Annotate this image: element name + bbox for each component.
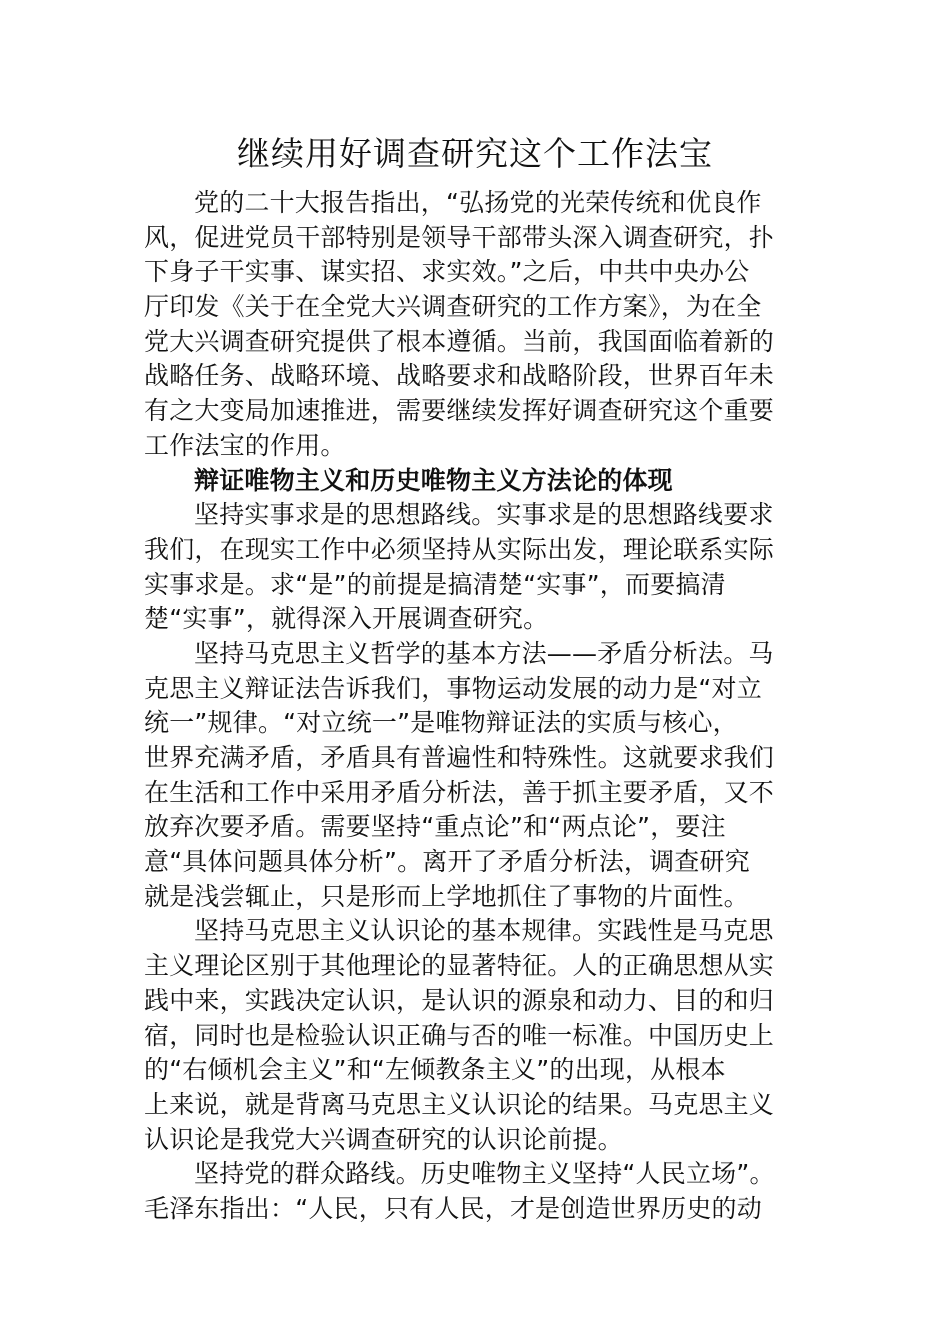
text-line: 有之大变局加速推进，需要继续发挥好调查研究这个重要 xyxy=(144,396,775,426)
text-line: 坚持党的群众路线。历史唯物主义坚持“人民立场”。 xyxy=(194,1159,775,1189)
text-line: 厅印发《关于在全党大兴调查研究的工作方案》，为在全 xyxy=(144,292,762,322)
text-line: 就是浅尝辄止，只是形而上学地抓住了事物的片面性。 xyxy=(144,881,749,911)
text-line: 工作法宝的作用。 xyxy=(144,430,346,460)
text-line: 党大兴调查研究提供了根本遵循。当前，我国面临着新的 xyxy=(144,326,775,356)
text-line: 主义理论区别于其他理论的显著特征。人的正确思想从实 xyxy=(144,951,775,981)
text-line: 楚“实事”，就得深入开展调查研究。 xyxy=(144,604,549,634)
text-line: 战略任务、战略环境、战略要求和战略阶段，世界百年未 xyxy=(144,361,775,391)
text-line: 在生活和工作中采用矛盾分析法，善于抓主要矛盾，又不 xyxy=(144,777,775,807)
text-line: 践中来，实践决定认识，是认识的源泉和动力、目的和归 xyxy=(144,985,775,1015)
text-line: 我们，在现实工作中必须坚持从实际出发，理论联系实际 xyxy=(144,534,775,564)
text-line: 放弃次要矛盾。需要坚持“重点论”和“两点论”，要注 xyxy=(144,812,726,842)
text-line: 风，促进党员干部特别是领导干部带头深入调查研究，扑 xyxy=(144,222,775,252)
section-heading: 辩证唯物主义和历史唯物主义方法论的体现 xyxy=(194,465,673,495)
text-line: 坚持马克思主义认识论的基本规律。实践性是马克思 xyxy=(194,916,774,946)
text-line: 坚持马克思主义哲学的基本方法——矛盾分析法。马 xyxy=(194,638,774,668)
text-line: 克思主义辩证法告诉我们，事物运动发展的动力是“对立 xyxy=(144,673,762,703)
text-line: 上来说，就是背离马克思主义认识论的结果。马克思主义 xyxy=(144,1089,775,1119)
text-line: 的“右倾机会主义”和“左倾教条主义”的出现，从根本 xyxy=(144,1055,726,1085)
text-line: 世界充满矛盾，矛盾具有普遍性和特殊性。这就要求我们 xyxy=(144,743,775,772)
text-line: 认识论是我党大兴调查研究的认识论前提。 xyxy=(144,1124,623,1154)
text-line: 意“具体问题具体分析”。离开了矛盾分析法，调查研究 xyxy=(144,847,750,877)
page-title: 继续用好调查研究这个工作法宝 xyxy=(237,134,713,173)
text-line: 党的二十大报告指出，“弘扬党的光荣传统和优良作 xyxy=(194,188,762,217)
text-line: 下身子干实事、谋实招、求实效。”之后，中共中央办公 xyxy=(144,257,750,287)
text-line: 坚持实事求是的思想路线。实事求是的思想路线要求 xyxy=(194,500,774,530)
text-line: 毛泽东指出：“人民，只有人民，才是创造世界历史的动 xyxy=(144,1193,762,1223)
text-line: 宿，同时也是检验认识正确与否的唯一标准。中国历史上 xyxy=(144,1020,775,1050)
document-body xyxy=(144,186,809,1227)
text-line: 实事求是。求“是”的前提是搞清楚“实事”，而要搞清 xyxy=(144,569,726,599)
text-line: 统一”规律。“对立统一”是唯物辩证法的实质与核心， xyxy=(144,708,738,738)
